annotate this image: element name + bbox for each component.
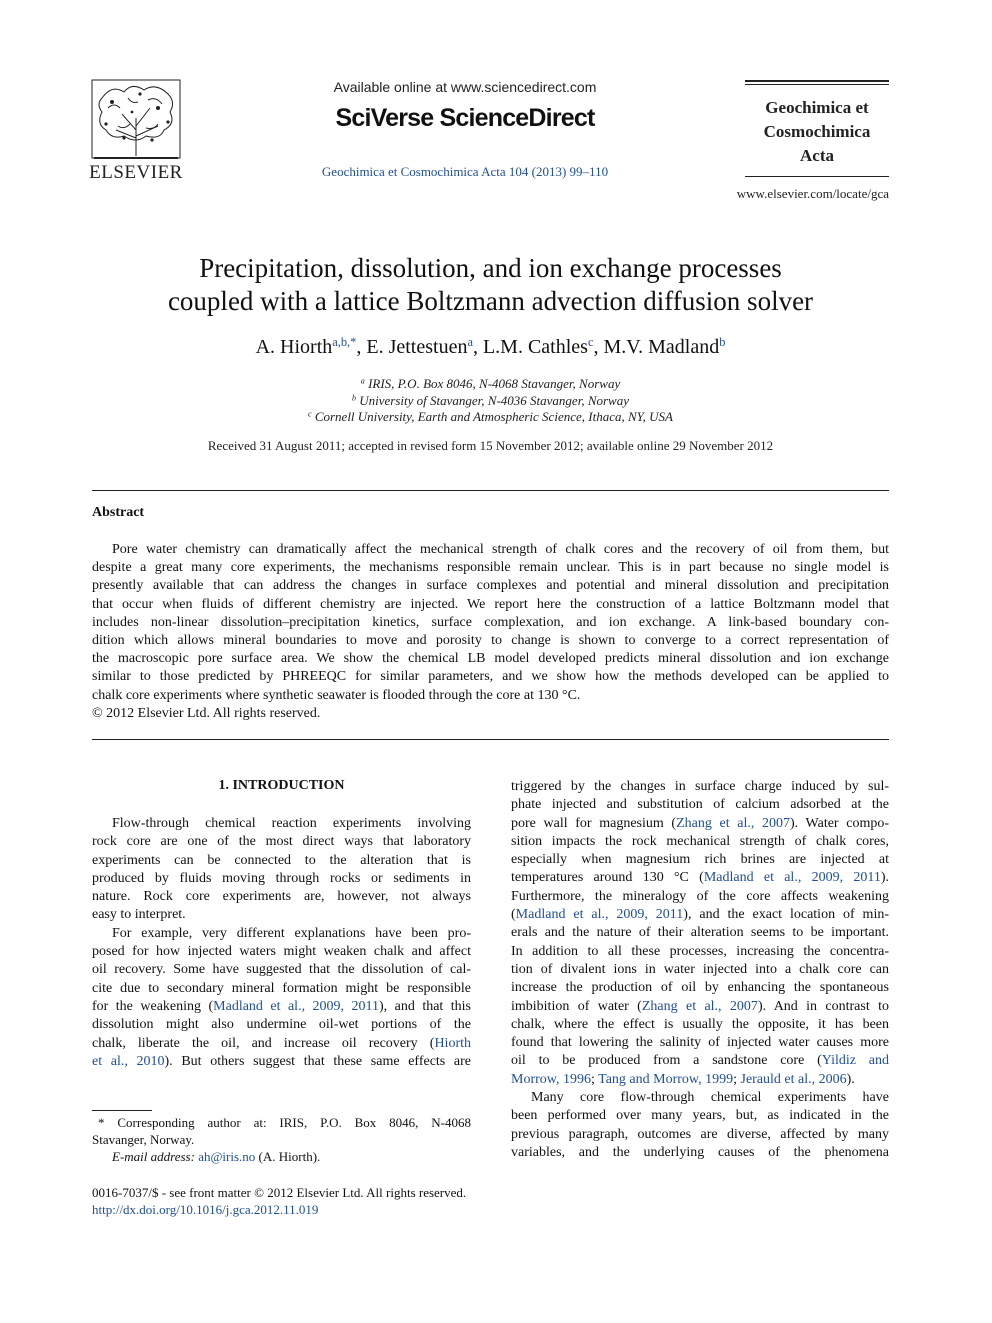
journal-header-rule <box>745 80 889 82</box>
body-line: especially when magnesium rich brines are injected at <box>511 852 889 868</box>
abstract-line: presently available that can address the changes in surface complexes and potential and mineral dissolution and precipitation <box>92 578 889 594</box>
abstract-top-rule <box>92 490 889 491</box>
body-line: phate injected and substitution of calcium adsorbed at the <box>511 797 889 813</box>
body-line: sition impacts the rock mechanical strength of chalk cores, <box>511 833 889 849</box>
abstract-line: Pore water chemistry can dramatically affect the mechanical strength of chalk cores and the recovery of oil from them, but <box>112 542 889 557</box>
body-line: oil recovery. Some have suggested that the dissolution of cal- <box>92 962 471 978</box>
body-line: et al., 2010). But others suggest that these same effects are <box>92 1053 471 1069</box>
journal-citation[interactable]: Geochimica et Cosmochimica Acta 104 (2013) 99–110 <box>321 164 609 179</box>
body-line: found that lowering the salinity of injected water causes more <box>511 1035 889 1051</box>
citation-link[interactable]: Zhang et al., 2007 <box>641 998 758 1014</box>
citation-link[interactable]: Zhang et al., 2007 <box>676 815 790 831</box>
elsevier-logo <box>88 78 184 184</box>
body-line: (Madland et al., 2009, 2011), and the exact location of min- <box>511 907 890 923</box>
body-line: experiments can be connected to the alteration that is <box>92 852 471 868</box>
abstract-line: includes non-linear dissolution–precipitation kinetics, surface complexation, and ion exchange. A link-based boundary con- <box>92 614 889 630</box>
abstract-line: despite a great many core experiments, the mechanisms responsible remain unclear. This is in part because no single model is <box>92 560 889 576</box>
abstract-line: the macroscopic pore surface area. We show the chemical LB model developed predicts mineral dissolution and ion exchange <box>92 651 889 667</box>
abstract-line: dition which allows mineral boundaries to move and porosity to change is shown to converge to a correct representation of <box>92 633 889 649</box>
body-line: In addition to all these processes, increasing the concentra- <box>511 943 889 959</box>
author[interactable]: E. Jettestuen$^a$ <box>366 335 473 358</box>
affiliation: $^c$ Cornell University, Earth and Atmospheric Science, Ithaca, NY, USA <box>307 409 673 424</box>
abstract-heading: Abstract <box>92 505 145 520</box>
email-note: E-mail address: ah@iris.no (A. Hiorth). <box>112 1149 321 1164</box>
author-list: A. Hiorth$^{a,b,*}$, E. Jettestuen$^a$, L.M. Cathles$^c$, M.V. Madland$^b$ <box>255 335 726 358</box>
footer <box>92 1184 552 1218</box>
body-line: triggered by the changes in surface charge induced by sul- <box>511 779 889 794</box>
citation-link[interactable]: Jerauld et al., 2006 <box>740 1071 847 1087</box>
body-line: previous paragraph, outcomes are diverse, affected by many <box>511 1126 889 1142</box>
body-line: nature. Rock core experiments are, however, not always <box>92 889 471 905</box>
body-line: temperatures around 130 °C (Madland et al., 2009, 2011). <box>511 870 889 886</box>
body-line: been performed over many years, but, as indicated in the <box>511 1108 889 1124</box>
body-line: chalk, liberate the oil, and increase oil recovery (Hiorth <box>92 1035 471 1051</box>
citation-link[interactable]: Morrow, 1996 <box>511 1071 591 1087</box>
journal-name-line: Acta <box>800 146 834 165</box>
body-line: variables, and the underlying causes of the phenomena <box>511 1144 889 1160</box>
section-heading-introduction: 1. INTRODUCTION <box>218 778 345 793</box>
body-line: produced by fluids moving through rocks or sediments in <box>92 870 471 886</box>
author[interactable]: M.V. Madland$^b$ <box>603 335 726 358</box>
journal-header-rule-2 <box>745 84 889 85</box>
article-title <box>92 252 889 318</box>
body-line: dissolution might also undermine oil-wet portions of the <box>92 1017 471 1033</box>
body-line: posed for how injected waters might weaken chalk and affect <box>92 944 471 960</box>
body-line: Furthermore, the mineralogy of the core affects weakening <box>511 888 889 904</box>
article-title-line: coupled with a lattice Boltzmann advection diffusion solver <box>167 286 814 316</box>
body-line: Flow-through chemical reaction experiments involving <box>112 816 471 831</box>
author[interactable]: A. Hiorth$^{a,b,*}$ <box>255 335 357 358</box>
sciverse-sciencedirect-logo: SciVerse ScienceDirect <box>335 104 595 132</box>
elsevier-wordmark: ELSEVIER <box>89 162 183 183</box>
body-line: imbibition of water (Zhang et al., 2007). And in contrast to <box>511 998 889 1014</box>
body-line: pore wall for magnesium (Zhang et al., 2007). Water compo- <box>511 815 889 831</box>
citation-link[interactable]: Madland et al., 2009, 2011 <box>703 870 881 886</box>
body-line: rock core are one of the most direct ways that laboratory <box>92 834 471 850</box>
body-line: for the weakening (Madland et al., 2009, 2011), and that this <box>92 998 472 1014</box>
available-online: Available online at www.sciencedirect.com <box>333 79 597 95</box>
citation-link[interactable]: Madland et al., 2009, 2011 <box>213 998 379 1014</box>
journal-name-line: Cosmochimica <box>763 122 871 141</box>
abstract-line: similar to those predicted by PHREEQC for similar parameters, and we show how the methods developed can be applied to <box>92 669 889 685</box>
body-line: tion of divalent ions in water injected into a chalk core can <box>511 961 889 977</box>
citation-link[interactable]: Madland et al., 2009, 2011 <box>515 907 684 923</box>
journal-name <box>745 96 889 168</box>
citation-link[interactable]: Yildiz and <box>821 1053 889 1069</box>
body-line: erals and the nature of their alteration seems to be important. <box>511 925 889 941</box>
body-line: cite due to secondary mineral formation might be responsible <box>92 980 471 996</box>
abstract-copyright: © 2012 Elsevier Ltd. All rights reserved. <box>92 705 321 721</box>
abstract-line: chalk core experiments where synthetic seawater is flooded through the core at 130 °C. <box>92 687 581 703</box>
journal-header-rule-bottom <box>745 176 889 177</box>
email-link[interactable]: ah@iris.no <box>198 1149 256 1164</box>
citation-link[interactable]: Tang and Morrow, 1999 <box>598 1071 734 1087</box>
citation-link[interactable]: Hiorth <box>434 1035 471 1051</box>
author[interactable]: L.M. Cathles$^c$ <box>482 335 594 358</box>
abstract-line: that occur when fluids of different chemistry are injected. We report here the construction of a lattice Boltzmann model that <box>92 596 889 612</box>
intro-right-column <box>511 778 889 1162</box>
abstract-body <box>92 541 889 723</box>
body-line: increase the production of oil by enhancing the spontaneous <box>511 980 889 996</box>
intro-left-column <box>92 815 471 1071</box>
footnote-rule <box>92 1110 152 1111</box>
corresponding-author-note: Stavanger, Norway. <box>92 1132 195 1147</box>
body-line: oil to be produced from a sandstone core (Yildiz and <box>511 1053 889 1069</box>
body-line: For example, very different explanations have been pro- <box>112 925 471 941</box>
affiliation: $^b$ University of Stavanger, N-4036 Stavanger, Norway <box>351 392 629 408</box>
body-line: Many core flow-through chemical experiments have <box>531 1090 889 1106</box>
affiliations <box>92 376 889 426</box>
article-dates: Received 31 August 2011; accepted in revised form 15 November 2012; available online 29 November 2012 <box>207 438 774 453</box>
issn-line: 0016-7037/$ - see front matter © 2012 Elsevier Ltd. All rights reserved. <box>92 1185 467 1200</box>
affiliation: $^a$ IRIS, P.O. Box 8046, N-4068 Stavanger, Norway <box>360 376 621 391</box>
journal-name-line: Geochimica et <box>765 98 869 117</box>
body-line: Morrow, 1996; Tang and Morrow, 1999; Jerauld et al., 2006). <box>511 1071 855 1087</box>
corresponding-author-note: * Corresponding author at: IRIS, P.O. Box 8046, N-4068 <box>98 1115 471 1130</box>
body-line: easy to interpret. <box>92 907 186 923</box>
elsevier-tree-icon <box>88 78 184 160</box>
footnote <box>92 1114 471 1165</box>
citation-link[interactable]: et al., 2010 <box>92 1053 165 1069</box>
journal-url[interactable]: www.elsevier.com/locate/gca <box>736 186 889 201</box>
doi-link[interactable]: http://dx.doi.org/10.1016/j.gca.2012.11.019 <box>92 1202 319 1217</box>
abstract-bottom-rule <box>92 739 889 740</box>
article-title-line: Precipitation, dissolution, and ion exchange processes <box>199 253 782 283</box>
body-line: chalk, where the effect is usually the opposite, it has been <box>511 1016 889 1032</box>
